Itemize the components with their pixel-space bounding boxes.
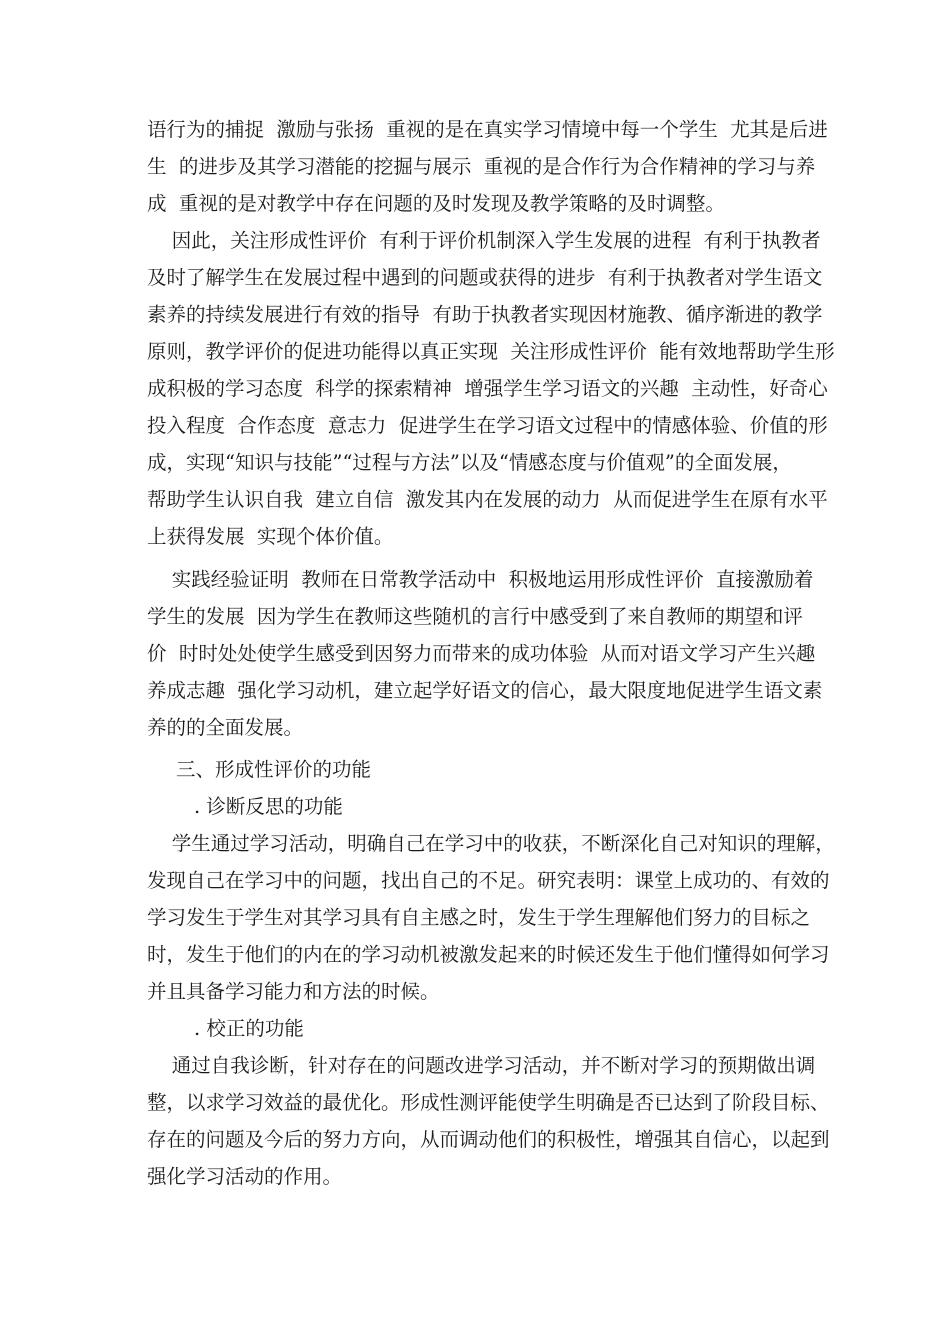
subsection-heading: . 诊断反思的功能 [194, 795, 343, 818]
text-line: 成积极的学习态度 科学的探索精神 增强学生学习语文的兴趣 主动性，好奇心 [147, 377, 828, 400]
text-line: 成 重视的是对教学中存在问题的及时发现及教学策略的及时调整。 [147, 192, 725, 215]
text-line: 及时了解学生在发展过程中遇到的问题或获得的进步 有利于执教者对学生语文 [147, 266, 823, 289]
text-line: 强化学习活动的作用。 [147, 1165, 343, 1188]
text-line: 存在的问题及今后的努力方向，从而调动他们的积极性，增强其自信心，以起到 [147, 1128, 830, 1151]
text-line: 生 的进步及其学习潜能的挖掘与展示 重视的是合作行为合作精神的学习与养 [147, 155, 816, 178]
text-line: 发现自己在学习中的问题，找出自己的不足。研究表明：课堂上成功的、有效的 [147, 869, 830, 892]
text-line: 语行为的捕捉 激励与张扬 重视的是在真实学习情境中每一个学生 尤其是后进 [147, 118, 828, 141]
text-line: 通过自我诊断，针对存在的问题改进学习活动，并不断对学习的预期做出调 [147, 1054, 816, 1077]
text-line: 因此，关注形成性评价 有利于评价机制深入学生发展的进程 有利于执教者 [147, 229, 821, 252]
subsection-heading: . 校正的功能 [194, 1017, 304, 1040]
text-line: 时，发生于他们的内在的学习动机被激发起来的时候还发生于他们懂得如何学习 [147, 943, 830, 966]
section-heading: 三、形成性评价的功能 [176, 758, 372, 781]
text-line: 素养的持续发展进行有效的指导 有助于执教者实现因材施教、循序渐进的教学 [147, 303, 823, 326]
text-line: 养成志趣 强化学习动机，建立起学好语文的信心，最大限度地促进学生语文素 [147, 679, 823, 702]
text-line: 整，以求学习效益的最优化。形成性测评能使学生明确是否已达到了阶段目标、 [147, 1091, 830, 1114]
text-line: 原则，教学评价的促进功能得以真正实现 关注形成性评价 能有效地帮助学生形 [147, 340, 835, 363]
text-line: 学生通过学习活动，明确自己在学习中的收获，不断深化自己对知识的理解， [147, 832, 835, 855]
text-line: 帮助学生认识自我 建立自信 激发其内在发展的动力 从而促进学生在原有水平 [147, 488, 828, 511]
text-line: 并且具备学习能力和方法的时候。 [147, 980, 440, 1003]
text-line: 上获得发展 实现个体价值。 [147, 525, 394, 548]
text-line: 实践经验证明 教师在日常教学活动中 积极地运用形成性评价 直接激励着 [147, 568, 814, 591]
text-line: 养的的全面发展。 [147, 716, 304, 739]
text-line: 投入程度 合作态度 意志力 促进学生在学习语文过程中的情感体验、价值的形 [147, 414, 828, 437]
text-line: 成，实现“知识与技能”“过程与方法”以及“情感态度与价值观”的全面发展， [147, 451, 792, 474]
text-line: 学生的发展 因为学生在教师这些随机的言行中感受到了来自教师的期望和评 [147, 605, 803, 628]
text-line: 价 时时处处使学生感受到因努力而带来的成功体验 从而对语文学习产生兴趣 [147, 642, 816, 665]
text-line: 学习发生于学生对其学习具有自主感之时，发生于学生理解他们努力的目标之 [147, 906, 811, 929]
